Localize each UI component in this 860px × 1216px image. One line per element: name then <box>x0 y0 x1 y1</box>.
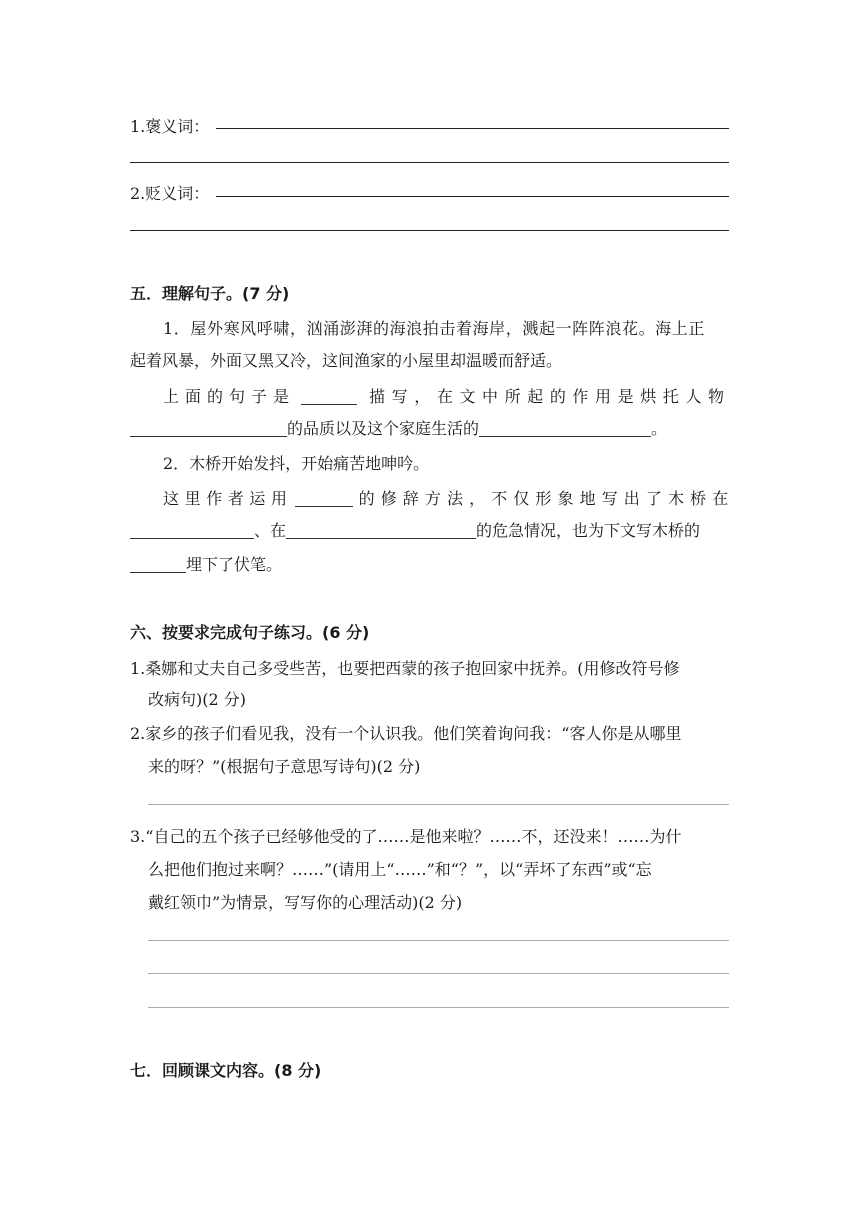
s6-q3-answer-line-3[interactable] <box>148 1007 729 1008</box>
s5-q2-prompt-mid2: 、在 <box>254 521 287 540</box>
s6-q3-answer-line-1[interactable] <box>148 940 729 941</box>
s5-q2-sentence: 2．木桥开始发抖，开始痛苦地呻吟。 <box>163 454 430 473</box>
s5-q1-prompt-mid2: 的品质以及这个家庭生活的 <box>287 419 480 438</box>
s6-q3-line1: 3.“自己的五个孩子已经够他受的了……是他来啦？……不，还没来！……为什 <box>130 827 682 846</box>
s5-q2-blank-1[interactable] <box>130 522 254 539</box>
s6-q2-answer-line[interactable] <box>148 804 729 805</box>
s5-q2-prompt-line2 <box>130 518 700 541</box>
s6-q2-line1: 2.家乡的孩子们看见我，没有一个认识我。他们笑着询问我：“客人你是从哪里 <box>130 724 682 743</box>
s5-q2-prompt-end3: 埋下了伏笔。 <box>186 555 283 574</box>
s5-q1-prompt-mid: 描写，在文中所起的作用是烘托人物 <box>369 387 731 406</box>
s5-q1-sentence-line1: 1．屋外寒风呼啸，汹涌澎湃的海浪拍击着海岸，溅起一阵阵浪花。海上正 <box>163 319 705 338</box>
s6-q2-line2: 来的呀？”(根据句子意思写诗句)(2 分) <box>148 757 421 776</box>
q4-item1-answer-line-2[interactable] <box>130 162 729 163</box>
s5-q1-blank-description[interactable] <box>301 388 357 405</box>
s5-q1-prompt-pre: 上面的句子是 <box>163 387 296 406</box>
s6-q3-line2: 么把他们抱过来啊？……”(请用上“……”和“？”，以“弄坏了东西”或“忘 <box>148 860 652 879</box>
section6-heading: 六、按要求完成句子练习。(6 分) <box>130 623 370 642</box>
q4-item1-answer-line[interactable] <box>216 128 729 129</box>
s5-q2-prompt-line1 <box>163 486 734 509</box>
q4-item2-answer-line-2[interactable] <box>130 230 729 231</box>
s5-q1-sentence-line2: 起着风暴，外面又黑又冷，这间渔家的小屋里却温暖而舒适。 <box>130 351 563 370</box>
s5-q2-blank-3[interactable] <box>130 556 186 573</box>
s6-q1-line1: 1.桑娜和丈夫自己多受些苦，也要把西蒙的孩子抱回家中抚养。(用修改符号修 <box>130 659 680 678</box>
section7-heading: 七．回顾课文内容。(8 分) <box>130 1061 322 1080</box>
s5-q1-blank-family-life[interactable] <box>479 420 651 437</box>
s5-q2-blank-rhetoric[interactable] <box>295 490 353 507</box>
s5-q2-prompt-pre: 这里作者运用 <box>163 489 293 508</box>
s5-q1-prompt-line1 <box>163 384 731 407</box>
s5-q1-prompt-end: 。 <box>651 419 668 438</box>
q4-item1-label: 1.褒义词： <box>130 117 210 136</box>
s5-q2-prompt-mid: 的修辞方法，不仅形象地写出了木桥在 <box>358 489 735 508</box>
q4-item2-answer-line[interactable] <box>216 196 729 197</box>
s6-q3-line3: 戴红领巾”为情景，写写你的心理活动)(2 分) <box>148 893 463 912</box>
s5-q1-prompt-line2 <box>130 416 667 439</box>
s6-q3-answer-line-2[interactable] <box>148 973 729 974</box>
section5-heading: 五．理解句子。(7 分) <box>130 284 290 303</box>
s5-q2-prompt-end2: 的危急情况，也为下文写木桥的 <box>476 521 701 540</box>
s5-q2-prompt-line3 <box>130 552 282 575</box>
q4-item2-label: 2.贬义词： <box>130 184 210 203</box>
s6-q1-line2: 改病句)(2 分) <box>148 690 246 709</box>
s5-q2-blank-2[interactable] <box>286 522 476 539</box>
s5-q1-blank-quality[interactable] <box>130 420 287 437</box>
